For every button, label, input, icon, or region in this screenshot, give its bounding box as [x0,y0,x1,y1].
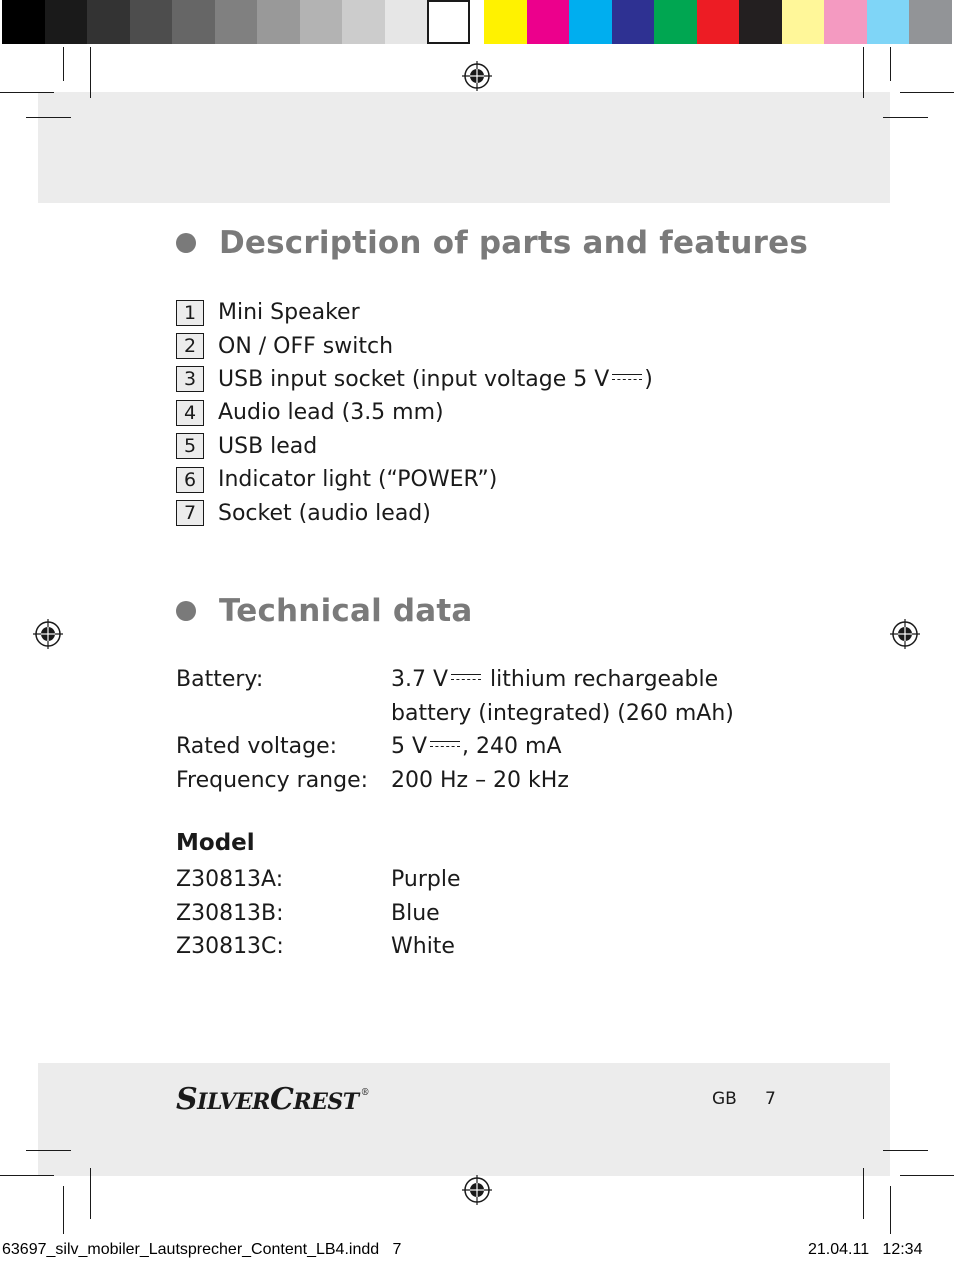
crop-mark [63,47,64,81]
spec-row [176,764,734,798]
gray-swatch [427,0,470,44]
spec-label: Frequency range: [176,767,369,793]
model-row [176,897,460,931]
color-swatch [527,0,570,44]
crop-mark [890,1186,891,1234]
color-swatch [654,0,697,44]
gray-swatch [130,0,173,44]
model-color: White [391,934,455,959]
logo-part: C [269,1082,294,1117]
part-number: 3 [176,366,204,392]
color-swatch [739,0,782,44]
crop-mark [0,92,54,93]
gray-swatch [172,0,215,44]
spec-value-part: 5 V [391,734,428,759]
model-row [176,930,460,964]
crop-mark [26,1150,71,1151]
registration-mark-icon [462,1175,492,1205]
crop-mark [890,47,891,81]
page-number: 7 [765,1089,776,1109]
model-row [176,863,460,897]
header-band [38,92,890,203]
gray-swatch [215,0,258,44]
model-list [176,863,460,964]
spec-value-part: , 240 mA [462,734,562,759]
file-slug: 63697_silv_mobiler_Lautsprecher_Content_LB4.indd 7 [2,1241,402,1258]
part-label: USB input socket (input voltage 5 V [218,366,610,392]
crop-mark [900,92,954,93]
technical-heading [176,593,473,629]
list-item [176,463,653,496]
model-code: Z30813B: [176,900,284,926]
part-number: 2 [176,333,204,359]
part-label-wrap [218,367,653,392]
part-label-suffix: ) [644,366,653,392]
spec-value [391,663,718,697]
gray-swatch [257,0,300,44]
spec-row [176,697,734,731]
gray-swatch [342,0,385,44]
spec-label: Rated voltage: [176,734,338,759]
language-code: GB [712,1089,737,1109]
crop-mark [90,1168,91,1219]
list-item [176,296,653,329]
gray-swatch [300,0,343,44]
spec-value: 200 Hz – 20 kHz [391,767,569,793]
logo-part: ILVER [197,1089,270,1115]
part-number: 5 [176,433,204,459]
logo-part: REST [293,1089,359,1115]
crop-mark [883,117,928,118]
model-code: Z30813A: [176,867,284,892]
color-swatch [909,0,952,44]
spec-row [176,663,734,697]
spec-value-part: lithium rechargeable [483,667,719,692]
date-slug: 21.04.11 12:34 [808,1241,923,1258]
description-heading [176,225,808,261]
crop-mark [63,1186,64,1234]
logo-part: S [176,1082,198,1117]
color-bar [484,0,952,44]
grayscale-bar [2,0,470,44]
dc-symbol-icon [451,674,481,682]
color-swatch [612,0,655,44]
color-swatch [867,0,910,44]
dc-symbol-icon [612,374,642,382]
crop-mark [900,1175,954,1176]
part-label: USB lead [218,433,318,459]
spec-value-part: 3.7 V [391,667,449,692]
list-item [176,396,653,429]
registered-mark: ® [360,1088,370,1098]
part-number: 1 [176,300,204,326]
part-label: Socket (audio lead) [218,500,431,526]
spec-value [391,730,562,764]
list-item [176,363,653,396]
footer-band [38,1063,890,1176]
spec-value: battery (integrated) (260 mAh) [391,700,734,726]
part-number: 4 [176,400,204,426]
registration-mark-icon [33,619,63,649]
model-color: Purple [391,867,461,892]
dc-symbol-icon [430,741,460,749]
part-label: ON / OFF switch [218,333,394,359]
color-swatch [697,0,740,44]
parts-list [176,296,653,530]
part-number: 7 [176,500,204,526]
crop-mark [863,1168,864,1219]
crop-mark [90,47,91,98]
list-item [176,496,653,529]
list-item [176,430,653,463]
list-item [176,329,653,362]
registration-mark-icon [462,61,492,91]
part-number: 6 [176,467,204,493]
gray-swatch [45,0,88,44]
gray-swatch [385,0,428,44]
spec-row [176,730,734,764]
spec-label-empty [176,697,391,731]
model-title: Model [176,830,255,856]
technical-title: Technical data [219,593,473,629]
crop-mark [26,117,71,118]
gray-swatch [2,0,45,44]
color-swatch [569,0,612,44]
registration-mark-icon [890,619,920,649]
color-swatch [484,0,527,44]
color-swatch [824,0,867,44]
color-swatch [782,0,825,44]
model-code: Z30813C: [176,934,284,959]
technical-data [176,663,734,797]
bullet-icon [176,601,196,621]
gray-swatch [87,0,130,44]
crop-mark [0,1175,54,1176]
brand-logo [176,1082,369,1117]
part-label: Indicator light (“POWER”) [218,467,498,493]
spec-label: Battery: [176,667,264,692]
bullet-icon [176,233,196,253]
description-title: Description of parts and features [219,225,808,261]
crop-mark [863,47,864,98]
part-label: Audio lead (3.5 mm) [218,400,444,426]
part-label: Mini Speaker [218,300,360,326]
crop-mark [883,1150,928,1151]
model-color: Blue [391,900,440,926]
